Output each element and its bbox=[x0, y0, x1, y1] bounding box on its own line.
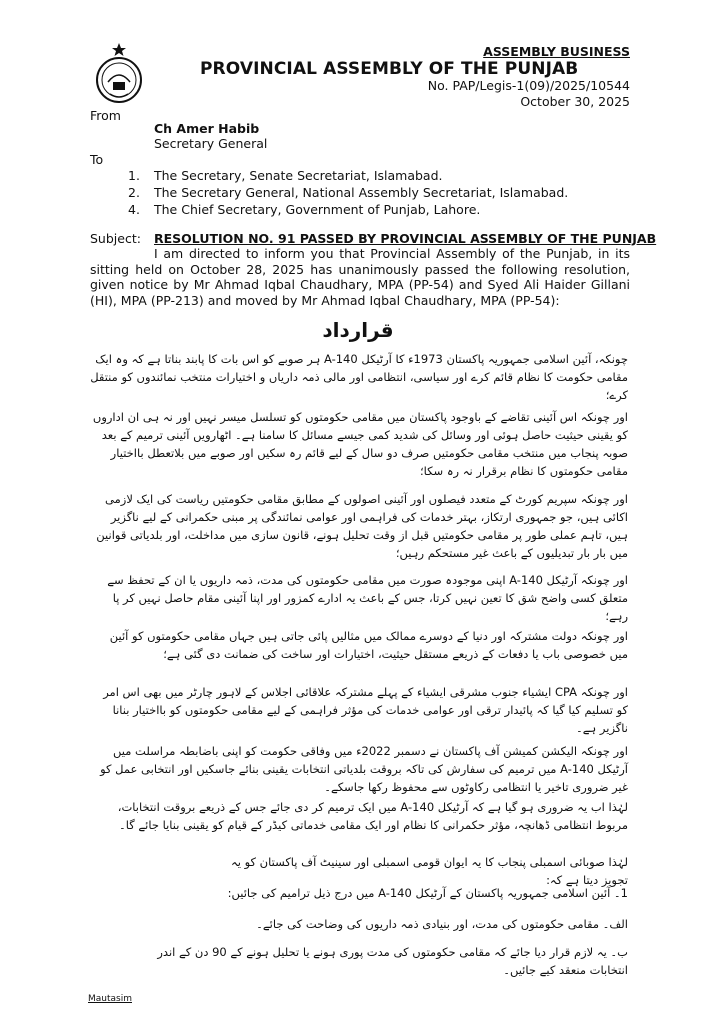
resolution-paragraph: چونکہ، آئین اسلامی جمہوریہ پاکستان 1973ء کا آرٹیکل A-140 ہر صوبے کو اس بات کا پابند بناتا ہے کہ وہ ایک مقامی حکومت کا نظام قائم کرے اور سیاسی، انتظامی اور مالی ذمہ داریاں و اختیارات منتخب نمائندوں کو منتقل کرے؛ bbox=[90, 352, 628, 402]
page-title: PROVINCIAL ASSEMBLY OF THE PUNJAB bbox=[200, 59, 579, 79]
resolution-paragraph: الف۔ مقامی حکومتوں کی مدت، اور بنیادی ذمہ داریوں کی وضاحت کی جائے۔ bbox=[256, 917, 628, 931]
subject-text: RESOLUTION NO. 91 PASSED BY PROVINCIAL ASSEMBLY OF THE PUNJAB bbox=[154, 231, 657, 246]
resolution-paragraph: اور چونکہ CPA ایشیاء جنوب مشرقی ایشیاء کے پہلے مشترکہ علاقائی اجلاس کے لاہور چارٹر میں بھی اس امر کو تسلیم کیا گیا کہ پائیدار ترقی اور عوامی خدمات کی مؤثر فراہمی کے لیے مقامی حکومتوں کو بااختیار بنانا ناگزیر ہے۔ bbox=[103, 685, 628, 735]
assembly-logo-icon bbox=[94, 42, 144, 104]
recipient-list bbox=[128, 167, 568, 218]
resolution-paragraph: اور چونکہ اس آئینی تقاضے کے باوجود پاکستان میں مقامی حکومتوں کو تسلسل میسر نہیں اور نہ ہی ان اداروں کو یقینی حیثیت حاصل ہوئی اور وسائل کی شدید کمی جیسے مسائل کا سامنا ہے۔ اٹھارویں آئینی ترمیم کے بعد صوبہ پنجاب میں منتخب مقامی حکومتیں صرف دو سال کے لیے قائم رہ سکیں اور صوبے میں بلاتعطل بااختیار مقامی حکومتوں کا نظام برقرار نہ رہ سکا؛ bbox=[92, 410, 628, 478]
resolution-paragraph: ب۔ یہ لازم قرار دیا جائے کہ مقامی حکومتوں کی مدت پوری ہونے یا تحلیل ہونے کے 90 دن کے اندر انتخابات منعقد کیے جائیں۔ bbox=[157, 945, 628, 977]
from-label: From bbox=[90, 108, 121, 123]
intro-paragraph: I am directed to inform you that Provincial Assembly of the Punjab, in its sitting held on October 28, 2025 has unanimously passed the following resolution, given notice by Mr Ahmad Iqbal Chaudhary, MPA (PP-54) and Syed Ali Haider Gillani (HI), MPA (PP-213) and moved by Mr Ahmad Iqbal Chaudhary, MPA (PP-54): bbox=[90, 246, 630, 308]
recipient-number: 2. bbox=[128, 185, 140, 200]
resolution-paragraph: اور چونکہ آرٹیکل A-140 اپنی موجودہ صورت میں مقامی حکومتوں کی مدت، ذمہ داریوں یا ان کے تحفظ سے متعلق کسی واضح شق کا تعین نہیں کرتا، جس کے باعث یہ ادارے کمزور اور اپنا آئینی مقام حاصل نہیں کر پا رہے؛ bbox=[107, 573, 628, 623]
sender-name: Ch Amer Habib bbox=[154, 121, 260, 136]
resolution-heading: قرارداد bbox=[322, 318, 394, 342]
recipient-item bbox=[128, 201, 568, 218]
to-label: To bbox=[90, 152, 104, 167]
footer-initials: Mautasim bbox=[88, 994, 132, 1004]
recipient-item bbox=[128, 184, 568, 201]
resolution-paragraph: اور چونکہ دولت مشترکہ اور دنیا کے دوسرے ممالک میں مثالیں پائی جاتی ہیں جہاں مقامی حکومتوں کو آئین میں خصوصی باب یا دفعات کے ذریعے مستقل حیثیت، اختیارات اور ساخت کی ضمانت دی گئی ہے؛ bbox=[109, 629, 628, 661]
resolution-paragraph: اور چونکہ سپریم کورٹ کے متعدد فیصلوں اور آئینی اصولوں کے مطابق مقامی حکومتیں ریاست کی ایک لازمی اکائی ہیں، جو جمہوری ارتکاز، بہتر خدمات کی فراہمی اور عوامی نمائندگی پر مبنی حکمرانی کے لیے ناگزیر ہیں، تاہم عملی طور پر مقامی حکومتیں قبل از وقت تحلیل ہونے، قانون سازی میں مداخلت، اور بلدیاتی قوانین میں بار بار تبدیلیوں کے باعث غیر مستحکم رہیں؛ bbox=[96, 492, 628, 560]
reference-number: No. PAP/Legis-1(09)/2025/10544 bbox=[427, 78, 630, 93]
sender-title: Secretary General bbox=[154, 136, 268, 151]
recipient-text: The Chief Secretary, Government of Punjab, Lahore. bbox=[154, 202, 481, 217]
recipient-number: 4. bbox=[128, 202, 140, 217]
resolution-paragraph: اور چونکہ الیکشن کمیشن آف پاکستان نے دسمبر 2022ء میں وفاقی حکومت کو اپنی باضابطہ مراسلت میں آرٹیکل A-140 میں ترمیم کی سفارش کی تاکہ بروقت بلدیاتی انتخابات یقینی بنائے جاسکیں اور انتخابی عمل کو غیر ضروری تاخیر یا انتظامی رکاوٹوں سے محفوظ رکھا جاسکے۔ bbox=[100, 744, 628, 794]
resolution-paragraph: لہٰذا اب یہ ضروری ہو گیا ہے کہ آرٹیکل A-140 میں ایک ترمیم کر دی جائے جس کے ذریعے بروقت انتخابات، مربوط انتظامی ڈھانچہ، مؤثر حکمرانی کا نظام اور ایک مقامی خدماتی کیڈر کے قیام کو یقینی بنایا جائے گا۔ bbox=[117, 800, 628, 832]
recipient-item bbox=[128, 167, 568, 184]
assembly-business-heading: ASSEMBLY BUSINESS bbox=[483, 44, 630, 59]
recipient-number: 1. bbox=[128, 168, 140, 183]
resolution-paragraph: لہٰذا صوبائی اسمبلی پنجاب کا یہ ایوان قومی اسمبلی اور سینیٹ آف پاکستان کو یہ تجویز دیتا ہے کہ: bbox=[230, 855, 628, 887]
resolution-paragraph: 1۔ آئین اسلامی جمہوریہ پاکستان کے آرٹیکل A-140 میں درج ذیل ترامیم کی جائیں: bbox=[227, 886, 628, 900]
recipient-text: The Secretary General, National Assembly Secretariat, Islamabad. bbox=[154, 185, 569, 200]
letter-date: October 30, 2025 bbox=[520, 94, 630, 109]
subject-label: Subject: bbox=[90, 231, 141, 246]
recipient-text: The Secretary, Senate Secretariat, Islamabad. bbox=[154, 168, 443, 183]
